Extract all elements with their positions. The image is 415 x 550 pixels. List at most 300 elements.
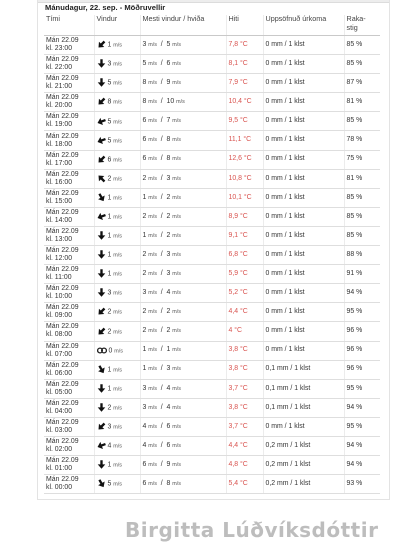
- wind-cell: [94, 131, 140, 150]
- max-wind-unit: m/s: [148, 385, 157, 392]
- max-wind-gust-cell: 2 m/s / 3 m/s: [140, 169, 226, 188]
- time-cell: [44, 475, 94, 494]
- gust-unit: m/s: [172, 251, 181, 258]
- humidity-cell: 85 %: [344, 188, 380, 207]
- precipitation-cell: 0 mm / 1 klst: [263, 265, 344, 284]
- table-row: [44, 360, 380, 379]
- max-wind: 1: [142, 231, 147, 239]
- gust-speed: 6: [166, 59, 171, 67]
- wind-cell: [94, 303, 140, 322]
- max-wind-gust-cell: 2 m/s / 2 m/s: [140, 322, 226, 341]
- wind-direction-arrow-icon: [97, 441, 106, 450]
- max-wind-unit: m/s: [148, 99, 157, 106]
- wind-unit: m/s: [113, 386, 122, 393]
- wind-direction-arrow-icon: [97, 403, 106, 412]
- table-row: [44, 284, 380, 303]
- time-cell: [44, 456, 94, 475]
- wind-unit: m/s: [113, 328, 122, 335]
- time-cell: [44, 226, 94, 245]
- wind-direction-arrow-icon: [97, 479, 106, 488]
- wind-speed: 1: [107, 461, 112, 469]
- wind-unit: m/s: [113, 233, 122, 240]
- temperature-cell: 10,1 °C: [226, 188, 263, 207]
- max-wind: 3: [142, 289, 147, 297]
- table-row: [44, 398, 380, 417]
- temperature-cell: 9,1 °C: [226, 226, 263, 245]
- temperature-cell: 12,6 °C: [226, 150, 263, 169]
- table-row: [44, 36, 380, 55]
- wind-direction-arrow-icon: [97, 327, 106, 336]
- date-text: Mán 22.09: [46, 56, 79, 64]
- gust-unit: m/s: [172, 366, 181, 373]
- date-text: Mán 22.09: [46, 132, 79, 140]
- max-wind: 3: [142, 384, 147, 392]
- max-wind-gust-cell: 2 m/s / 2 m/s: [140, 207, 226, 226]
- hour-text: kl. 14:00: [46, 216, 73, 224]
- gust-unit: m/s: [172, 137, 181, 144]
- wind-cell: [94, 284, 140, 303]
- gust-unit: m/s: [172, 175, 181, 182]
- max-wind: 6: [142, 117, 147, 125]
- humidity-cell: 94 %: [344, 398, 380, 417]
- hour-text: kl. 17:00: [46, 159, 73, 167]
- wind-unit: m/s: [113, 462, 122, 469]
- hour-text: kl. 11:00: [46, 274, 72, 282]
- wind-speed: 2: [107, 308, 112, 316]
- max-wind-unit: m/s: [148, 156, 157, 163]
- wind-speed: 1: [107, 194, 112, 202]
- max-wind: 2: [142, 327, 147, 335]
- wind-direction-arrow-icon: [97, 365, 106, 374]
- date-text: Mán 22.09: [46, 285, 79, 293]
- hour-text: kl. 08:00: [46, 331, 73, 339]
- wind-direction-arrow-icon: [97, 288, 106, 297]
- gust-speed: 2: [166, 193, 171, 201]
- table-row: [44, 207, 380, 226]
- max-wind-unit: m/s: [148, 118, 157, 125]
- date-text: Mán 22.09: [46, 208, 79, 216]
- gust-speed: 2: [166, 327, 171, 335]
- wind-speed: 3: [107, 60, 112, 68]
- gust-unit: m/s: [172, 118, 181, 125]
- max-wind: 2: [142, 174, 147, 182]
- max-wind-unit: m/s: [148, 404, 157, 411]
- time-cell: [44, 417, 94, 436]
- time-cell: [44, 207, 94, 226]
- table-row: [44, 93, 380, 112]
- date-text: Mán 22.09: [46, 189, 79, 197]
- humidity-cell: 96 %: [344, 322, 380, 341]
- max-wind-gust-cell: 1 m/s / 3 m/s: [140, 360, 226, 379]
- wind-speed: 5: [107, 79, 112, 87]
- temperature-cell: 8,1 °C: [226, 55, 263, 74]
- wind-cell: [94, 341, 140, 360]
- gust-unit: m/s: [172, 213, 181, 220]
- table-row: [44, 341, 380, 360]
- max-wind: 2: [142, 212, 147, 220]
- max-wind: 8: [142, 79, 147, 87]
- table-row: [44, 436, 380, 455]
- max-wind-gust-cell: 6 m/s / 8 m/s: [140, 131, 226, 150]
- wind-direction-arrow-icon: [97, 136, 106, 145]
- table-row: [44, 456, 380, 475]
- wind-unit: m/s: [113, 443, 122, 450]
- temperature-cell: 3,7 °C: [226, 417, 263, 436]
- wind-speed: 2: [107, 404, 112, 412]
- date-text: Mán 22.09: [46, 438, 79, 446]
- date-text: Mán 22.09: [46, 151, 79, 159]
- wind-unit: m/s: [113, 176, 122, 183]
- time-cell: [44, 322, 94, 341]
- wind-cell: [94, 169, 140, 188]
- precipitation-cell: 0,1 mm / 1 klst: [263, 379, 344, 398]
- humidity-cell: 96 %: [344, 341, 380, 360]
- max-wind-unit: m/s: [148, 251, 157, 258]
- wind-unit: m/s: [113, 99, 122, 106]
- hour-text: kl. 00:00: [46, 484, 73, 492]
- max-wind-gust-cell: 4 m/s / 6 m/s: [140, 436, 226, 455]
- humidity-cell: 95 %: [344, 379, 380, 398]
- max-wind-gust-cell: 1 m/s / 2 m/s: [140, 226, 226, 245]
- wind-unit: m/s: [113, 252, 122, 259]
- time-cell: [44, 246, 94, 265]
- wind-direction-arrow-icon: [97, 78, 106, 87]
- max-wind-unit: m/s: [148, 481, 157, 487]
- hour-text: kl. 10:00: [46, 293, 73, 301]
- gust-speed: 3: [166, 365, 171, 373]
- gust-unit: m/s: [172, 347, 181, 354]
- gust-speed: 2: [166, 231, 171, 239]
- date-text: Mán 22.09: [46, 342, 79, 350]
- wind-direction-arrow-icon: [97, 117, 106, 126]
- gust-unit: m/s: [176, 99, 185, 106]
- max-wind: 1: [142, 346, 147, 354]
- table-row: [44, 188, 380, 207]
- max-wind-unit: m/s: [148, 290, 157, 297]
- date-text: Mán 22.09: [46, 266, 79, 274]
- precipitation-cell: 0 mm / 1 klst: [263, 417, 344, 436]
- hour-text: kl. 06:00: [46, 369, 73, 377]
- temperature-cell: 4,4 °C: [226, 303, 263, 322]
- gust-speed: 4: [166, 403, 171, 411]
- wind-unit: m/s: [113, 271, 122, 278]
- table-row: [44, 379, 380, 398]
- table-row: [44, 74, 380, 93]
- header-humidity: [344, 15, 380, 36]
- wind-direction-arrow-icon: [97, 250, 106, 259]
- time-cell: [44, 188, 94, 207]
- max-wind-gust-cell: 1 m/s / 2 m/s: [140, 188, 226, 207]
- max-wind-gust-cell: 4 m/s / 6 m/s: [140, 417, 226, 436]
- precipitation-cell: 0 mm / 1 klst: [263, 341, 344, 360]
- wind-cell: [94, 112, 140, 131]
- time-cell: [44, 93, 94, 112]
- temperature-cell: 3,8 °C: [226, 360, 263, 379]
- wind-cell: [94, 436, 140, 455]
- precipitation-cell: 0 mm / 1 klst: [263, 36, 344, 55]
- wind-unit: m/s: [113, 405, 122, 412]
- humidity-cell: 78 %: [344, 131, 380, 150]
- humidity-cell: 94 %: [344, 436, 380, 455]
- max-wind-unit: m/s: [148, 41, 157, 48]
- max-wind-unit: m/s: [148, 270, 157, 277]
- humidity-cell: 94 %: [344, 456, 380, 475]
- max-wind-gust-cell: 3 m/s / 5 m/s: [140, 36, 226, 55]
- wind-speed: 2: [107, 175, 112, 183]
- date-text: Mán 22.09: [46, 75, 79, 83]
- header-precipitation: Uppsöfnuð úrkoma: [263, 15, 344, 36]
- wind-direction-arrow-icon: [97, 307, 106, 316]
- date-text: Mán 22.09: [46, 476, 79, 484]
- max-wind-unit: m/s: [148, 461, 157, 468]
- wind-direction-arrow-icon: [97, 193, 106, 202]
- max-wind-gust-cell: 2 m/s / 3 m/s: [140, 265, 226, 284]
- wind-direction-arrow-icon: [97, 59, 106, 68]
- date-text: Mán 22.09: [46, 170, 79, 178]
- table-row: [44, 226, 380, 245]
- table-row: [44, 150, 380, 169]
- date-text: Mán 22.09: [46, 418, 79, 426]
- wind-cell: [94, 360, 140, 379]
- max-wind-unit: m/s: [148, 60, 157, 67]
- table-row: [44, 303, 380, 322]
- wind-cell: [94, 93, 140, 112]
- max-wind-unit: m/s: [148, 194, 157, 201]
- hour-text: kl. 16:00: [46, 178, 73, 186]
- wind-cell: [94, 475, 140, 494]
- gust-speed: 8: [166, 155, 171, 163]
- wind-speed: 1: [107, 41, 112, 49]
- max-wind: 6: [142, 136, 147, 144]
- wind-direction-arrow-icon: [97, 40, 106, 49]
- wind-speed: 3: [107, 289, 112, 297]
- max-wind-gust-cell: 3 m/s / 4 m/s: [140, 398, 226, 417]
- gust-speed: 5: [166, 40, 171, 48]
- gust-unit: m/s: [172, 232, 181, 239]
- gust-speed: 8: [166, 136, 171, 144]
- wind-unit: m/s: [113, 118, 122, 125]
- photographer-watermark: Birgitta Lúðvíksdóttir: [125, 518, 379, 542]
- precipitation-cell: 0 mm / 1 klst: [263, 55, 344, 74]
- max-wind-gust-cell: 6 m/s / 8 m/s: [140, 150, 226, 169]
- gust-speed: 3: [166, 269, 171, 277]
- wind-speed: 5: [107, 136, 112, 144]
- gust-speed: 7: [166, 117, 171, 125]
- table-body: [44, 36, 380, 494]
- max-wind: 6: [142, 480, 147, 487]
- wind-speed: 6: [107, 156, 112, 164]
- temperature-cell: 10,4 °C: [226, 93, 263, 112]
- wind-direction-arrow-icon: [97, 269, 106, 278]
- wind-speed: 4: [107, 442, 112, 450]
- humidity-cell: 75 %: [344, 150, 380, 169]
- time-cell: [44, 150, 94, 169]
- wind-speed: 2: [107, 327, 112, 335]
- gust-unit: m/s: [172, 461, 181, 468]
- header-wind: Vindur: [94, 15, 140, 36]
- max-wind: 2: [142, 269, 147, 277]
- humidity-cell: 94 %: [344, 284, 380, 303]
- time-cell: [44, 36, 94, 55]
- wind-speed: 1: [107, 251, 112, 259]
- wind-direction-arrow-icon: [97, 384, 106, 393]
- gust-speed: 4: [166, 289, 171, 297]
- temperature-cell: 3,7 °C: [226, 379, 263, 398]
- wind-cell: [94, 265, 140, 284]
- max-wind: 6: [142, 155, 147, 163]
- max-wind-unit: m/s: [148, 175, 157, 182]
- table-row: [44, 112, 380, 131]
- forecast-panel: [37, 0, 390, 500]
- hour-text: kl. 20:00: [46, 102, 73, 110]
- hour-text: kl. 21:00: [46, 83, 73, 91]
- max-wind-unit: m/s: [148, 213, 157, 220]
- max-wind-gust-cell: 2 m/s / 3 m/s: [140, 246, 226, 265]
- time-cell: [44, 112, 94, 131]
- humidity-cell: 85 %: [344, 226, 380, 245]
- temperature-cell: 8,9 °C: [226, 207, 263, 226]
- gust-speed: 4: [166, 384, 171, 392]
- hourly-observations-table: [44, 15, 380, 494]
- hour-text: kl. 01:00: [46, 465, 73, 473]
- gust-unit: m/s: [172, 442, 181, 449]
- wind-unit: m/s: [113, 290, 122, 297]
- table-row: [44, 322, 380, 341]
- hour-text: kl. 12:00: [46, 255, 73, 263]
- wind-cell: [94, 207, 140, 226]
- precipitation-cell: 0 mm / 1 klst: [263, 169, 344, 188]
- max-wind-gust-cell: 6 m/s / 9 m/s: [140, 456, 226, 475]
- gust-speed: 3: [166, 174, 171, 182]
- wind-cell: [94, 417, 140, 436]
- max-wind: 4: [142, 441, 147, 449]
- temperature-cell: 5,9 °C: [226, 265, 263, 284]
- time-cell: [44, 436, 94, 455]
- wind-direction-arrow-icon: [97, 422, 106, 431]
- header-temperature: Hiti: [226, 15, 263, 36]
- wind-cell: [94, 398, 140, 417]
- gust-unit: m/s: [172, 60, 181, 67]
- wind-cell: [94, 55, 140, 74]
- table-row: [44, 417, 380, 436]
- humidity-cell: 87 %: [344, 74, 380, 93]
- max-wind-unit: m/s: [148, 137, 157, 144]
- wind-unit: m/s: [113, 157, 122, 164]
- wind-speed: 1: [107, 270, 112, 278]
- gust-unit: m/s: [172, 328, 181, 335]
- wind-direction-arrow-icon: [97, 212, 106, 221]
- max-wind-unit: m/s: [148, 309, 157, 316]
- wind-cell: [94, 150, 140, 169]
- wind-speed: 1: [107, 213, 112, 221]
- precipitation-cell: 0 mm / 1 klst: [263, 188, 344, 207]
- wind-direction-arrow-icon: [97, 460, 106, 469]
- max-wind: 3: [142, 40, 147, 48]
- wind-cell: [94, 36, 140, 55]
- gust-speed: 10: [166, 98, 175, 106]
- humidity-cell: 85 %: [344, 112, 380, 131]
- max-wind-gust-cell: 6 m/s / 7 m/s: [140, 112, 226, 131]
- temperature-cell: 4,4 °C: [226, 436, 263, 455]
- gust-unit: m/s: [172, 270, 181, 277]
- wind-speed: 1: [107, 366, 112, 374]
- gust-unit: m/s: [172, 309, 181, 316]
- max-wind-unit: m/s: [148, 80, 157, 87]
- time-cell: [44, 55, 94, 74]
- hour-text: kl. 18:00: [46, 140, 73, 148]
- max-wind: 8: [142, 98, 147, 106]
- wind-cell: [94, 456, 140, 475]
- gust-unit: m/s: [172, 404, 181, 411]
- max-wind-gust-cell: 2 m/s / 2 m/s: [140, 303, 226, 322]
- humidity-cell: 81 %: [344, 169, 380, 188]
- temperature-cell: 4,8 °C: [226, 456, 263, 475]
- wind-unit: m/s: [113, 61, 122, 68]
- wind-unit: m/s: [113, 137, 122, 144]
- temperature-cell: 9,5 °C: [226, 112, 263, 131]
- max-wind-gust-cell: 1 m/s / 1 m/s: [140, 341, 226, 360]
- temperature-cell: 3,8 °C: [226, 341, 263, 360]
- time-cell: [44, 265, 94, 284]
- gust-unit: m/s: [172, 423, 181, 430]
- time-cell: [44, 379, 94, 398]
- gust-speed: 2: [166, 308, 171, 316]
- max-wind-gust-cell: 5 m/s / 6 m/s: [140, 55, 226, 74]
- humidity-cell: 88 %: [344, 246, 380, 265]
- gust-unit: m/s: [172, 80, 181, 87]
- humidity-cell: 91 %: [344, 265, 380, 284]
- wind-speed: 8: [107, 98, 112, 106]
- date-text: Mán 22.09: [46, 37, 79, 45]
- precipitation-cell: 0 mm / 1 klst: [263, 131, 344, 150]
- wind-unit: m/s: [113, 42, 122, 49]
- date-text: Mán 22.09: [46, 457, 79, 465]
- max-wind: 1: [142, 193, 147, 201]
- humidity-cell: 95 %: [344, 417, 380, 436]
- gust-speed: 8: [166, 480, 171, 487]
- temperature-cell: 3,8 °C: [226, 398, 263, 417]
- time-cell: [44, 131, 94, 150]
- temperature-cell: 7,8 °C: [226, 36, 263, 55]
- temperature-cell: 7,9 °C: [226, 74, 263, 93]
- max-wind: 5: [142, 59, 147, 67]
- wind-unit: m/s: [113, 195, 122, 202]
- temperature-cell: 4 °C: [226, 322, 263, 341]
- time-cell: [44, 74, 94, 93]
- hour-text: kl. 22:00: [46, 64, 73, 72]
- gust-speed: 6: [166, 441, 171, 449]
- table-row: [44, 131, 380, 150]
- wind-cell: [94, 74, 140, 93]
- table-row: [44, 475, 380, 494]
- wind-cell: [94, 379, 140, 398]
- max-wind: 4: [142, 422, 147, 430]
- time-cell: [44, 360, 94, 379]
- header-humidity-line2: stig: [346, 22, 358, 32]
- table-row: [44, 55, 380, 74]
- wind-speed: 5: [107, 117, 112, 125]
- precipitation-cell: 0 mm / 1 klst: [263, 284, 344, 303]
- date-text: Mán 22.09: [46, 323, 79, 331]
- gust-speed: 9: [166, 79, 171, 87]
- wind-unit: m/s: [113, 367, 122, 374]
- wind-speed: 3: [107, 423, 112, 431]
- precipitation-cell: 0 mm / 1 klst: [263, 226, 344, 245]
- hour-text: kl. 03:00: [46, 426, 73, 434]
- hour-text: kl. 09:00: [46, 312, 73, 320]
- header-max-wind-gust: Mesti vindur / hviða: [140, 15, 226, 36]
- gust-unit: m/s: [172, 194, 181, 201]
